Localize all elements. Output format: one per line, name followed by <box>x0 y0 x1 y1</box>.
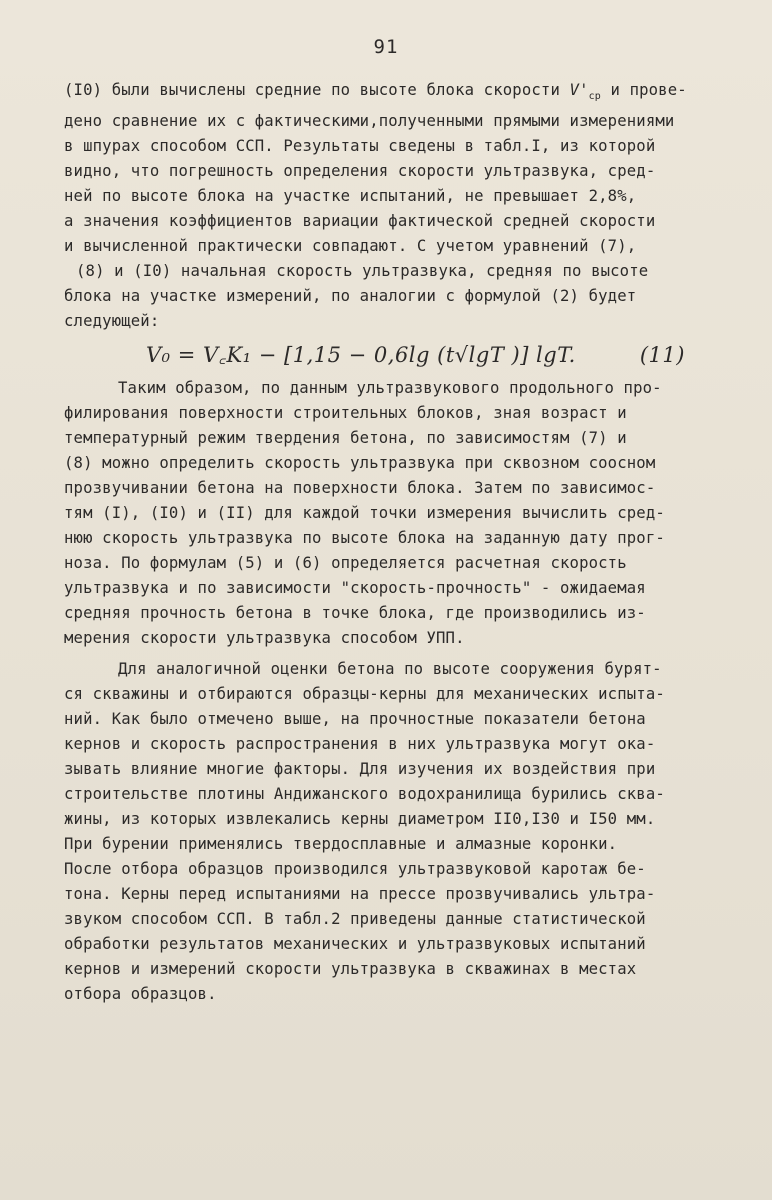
text-line: средняя прочность бетона в точке блока, где производились из- <box>64 604 646 622</box>
text-line: и вычисленной практически совпадают. С учетом уравнений (7), <box>64 237 637 255</box>
text-line: ноза. По формулам (5) и (6) определяется расчетная скорость <box>64 554 627 572</box>
text-line: (8) и (I0) начальная скорость ультразвука, средняя по высоте <box>76 262 649 280</box>
text-line: в шпурах способом ССП. Результаты сведены в табл.I, из которой <box>64 137 656 155</box>
text-line: ультразвука и по зависимости "скорость-прочность" - ожидаемая <box>64 579 646 597</box>
velocity-symbol: V' <box>569 81 589 99</box>
text-line: строительстве плотины Андижанского водохранилища бурились сква- <box>64 785 665 803</box>
text-line: ся скважины и отбираются образцы-керны для механических испыта- <box>64 685 665 703</box>
formula-expression: V₀ = V꜀K₁ − [1,15 − 0,6lg (t√lgT )] lgT. <box>146 343 576 367</box>
text-line: прозвучивании бетона на поверхности блока. Затем по зависимос- <box>64 479 656 497</box>
text-line: Для аналогичной оценки бетона по высоте сооружения бурят- <box>118 660 662 678</box>
text-line: обработки результатов механических и ультразвуковых испытаний <box>64 935 646 953</box>
text-line: тона. Керны перед испытаниями на прессе прозвучивались ультра- <box>64 885 656 903</box>
velocity-subscript: ср <box>588 91 601 102</box>
text-line: видно, что погрешность определения скорости ультразвука, сред- <box>64 162 656 180</box>
paragraph-1 <box>64 78 754 1007</box>
formula-11 <box>64 334 754 376</box>
text-line: зывать влияние многие факторы. Для изучения их воздействия при <box>64 760 656 778</box>
text-line: кернов и скорость распространения в них ультразвука могут ока- <box>64 735 656 753</box>
text-line: жины, из которых извлекались керны диаметром II0,I30 и I50 мм. <box>64 810 656 828</box>
text-line: После отбора образцов производился ультразвуковой каротаж бе- <box>64 860 646 878</box>
text-line: ней по высоте блока на участке испытаний, не превышает 2,8%, <box>64 187 637 205</box>
text-line: звуком способом ССП. В табл.2 приведены данные статистической <box>64 910 646 928</box>
text-line: блока на участке измерений, по аналогии с формулой (2) будет <box>64 287 637 305</box>
text-line: При бурении применялись твердосплавные и алмазные коронки. <box>64 835 618 853</box>
text-line: нюю скорость ультразвука по высоте блока на заданную дату прог- <box>64 529 665 547</box>
text-fragment: и прове- <box>600 81 687 99</box>
text-line: ний. Как было отмечено выше, на прочностные показатели бетона <box>64 710 646 728</box>
text-line: (8) можно определить скорость ультразвука при сквозном соосном <box>64 454 656 472</box>
formula-number: (11) <box>639 343 685 367</box>
text-line: температурный режим твердения бетона, по зависимостям (7) и <box>64 429 627 447</box>
text-line: а значения коэффициентов вариации фактической средней скорости <box>64 212 656 230</box>
text-line: следующей: <box>64 312 160 330</box>
page-number: 91 <box>373 36 399 58</box>
text-line: дено сравнение их с фактическими,полученными прямыми измерениями <box>64 112 675 130</box>
text-line: Таким образом, по данным ультразвукового продольного про- <box>118 379 662 397</box>
text-line: мерения скорости ультразвука способом УПП. <box>64 629 465 647</box>
text-line: отбора образцов. <box>64 985 217 1003</box>
text-line: кернов и измерений скорости ультразвука в скважинах в местах <box>64 960 637 978</box>
text-line <box>64 78 754 109</box>
text-fragment: (I0) были вычислены средние по высоте блока скорости <box>64 81 570 99</box>
text-line: тям (I), (I0) и (II) для каждой точки измерения вычислить сред- <box>64 504 665 522</box>
text-line: филирования поверхности строительных блоков, зная возраст и <box>64 404 627 422</box>
